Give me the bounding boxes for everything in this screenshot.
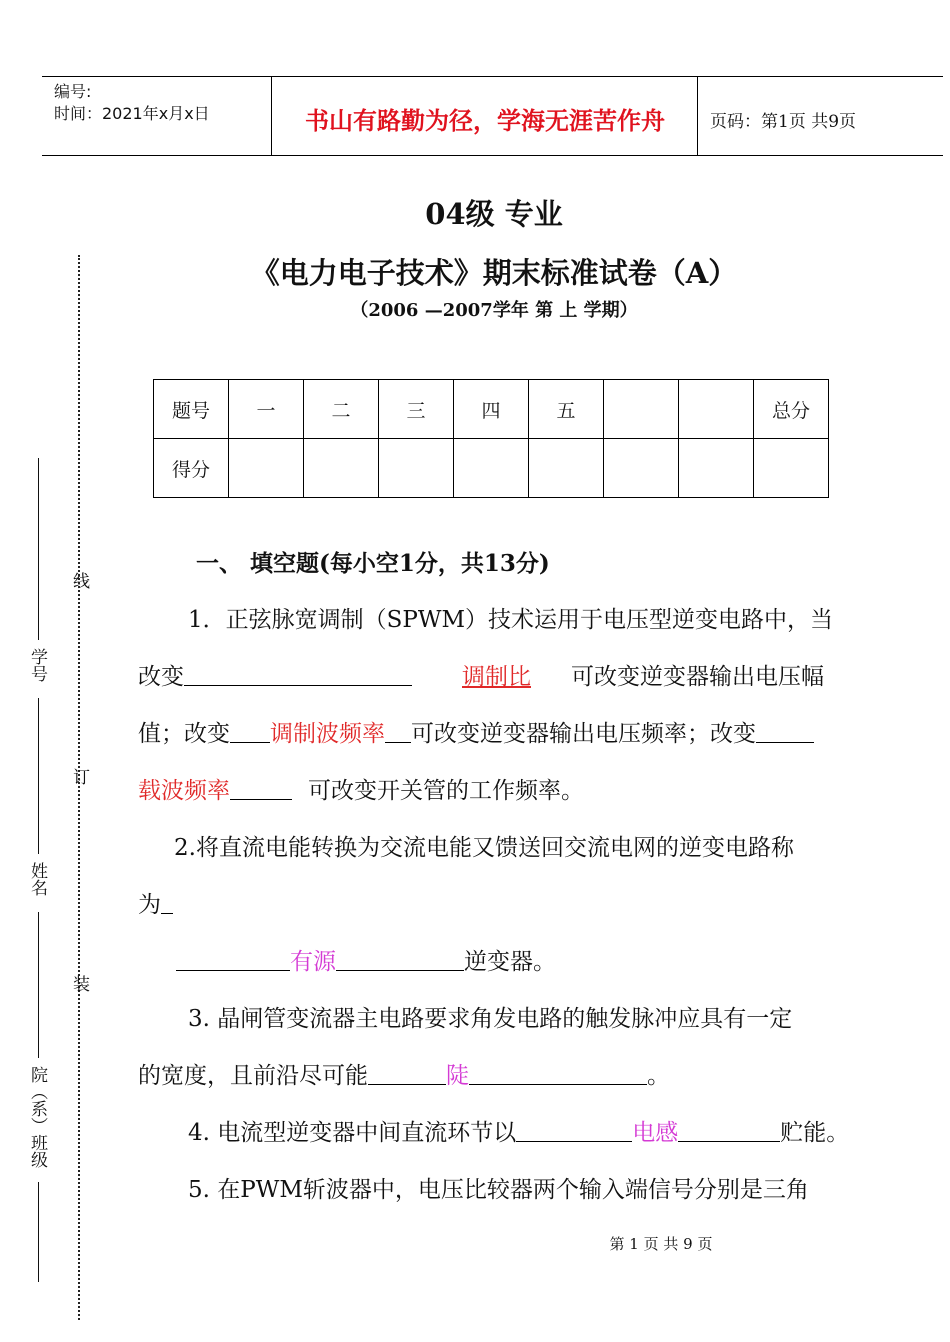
score-cell: 得分 [154,439,229,498]
score-cell: 二 [304,380,379,439]
q1-text: 可改变开关管的工作频率。 [308,778,584,804]
class-label: 院（系）班级 [27,1066,47,1168]
score-cell [529,439,604,498]
page-footer: 第 1 页 共 9 页 [609,1235,713,1253]
header-divider [697,77,698,155]
exam-grade-title: 04级 专业 [425,197,563,231]
header-page-info: 页码：第1页 共9页 [710,112,857,132]
score-table-header-row [154,380,829,439]
q3-line2 [138,1057,670,1090]
q4-answer: 电感 [632,1120,679,1146]
student-no-label: 学号 [27,648,47,682]
answer-blank [385,720,411,743]
q1-line2 [138,658,824,691]
score-cell [304,439,379,498]
answer-blank [230,777,292,800]
serial-label: 编号: [54,82,92,101]
score-cell [679,439,754,498]
name-label: 姓名 [27,862,47,896]
score-cell: 五 [529,380,604,439]
q4-text: 4. 电流型逆变器中间直流环节以 [188,1120,517,1146]
score-cell [604,380,679,439]
score-cell: 题号 [154,380,229,439]
score-cell [229,439,304,498]
q1-text: 可改变逆变器输出电压频率；改变 [411,721,756,747]
score-cell [454,439,529,498]
q3-text: 的宽度，且前沿尽可能 [138,1063,368,1089]
exam-title: 《电力电子技术》期末标准试卷（A） [250,256,738,290]
answer-blank [336,948,464,971]
q2-line2 [138,886,173,919]
binding-dotted-line [78,255,80,1320]
q1-answer-3: 载波频率 [138,778,230,804]
exam-term: （2006 —2007学年 第 上 学期） [350,300,638,321]
document-header [42,76,943,156]
q1-line4 [138,772,584,805]
class-rule [38,912,39,1058]
score-cell [679,380,754,439]
answer-blank [176,948,290,971]
q4-text: 贮能。 [780,1120,850,1146]
answer-blank [756,720,814,743]
score-cell: 三 [379,380,454,439]
header-meta [54,81,210,125]
answer-blank [368,1062,446,1085]
binding-char-ding: 订 [69,768,89,785]
score-cell: 四 [454,380,529,439]
answer-blank [184,663,412,686]
score-cell: 一 [229,380,304,439]
section-heading: 一、 填空题(每小空1分，共13分) [196,550,550,577]
student-no-rule [38,458,39,640]
q2-answer: 有源 [290,949,336,975]
q2-line1: 2.将直流电能转换为交流电能又馈送回交流电网的逆变电路称 [174,835,794,861]
q2-text: 逆变器。 [464,949,556,975]
answer-blank [469,1062,647,1085]
score-cell [754,439,829,498]
score-cell [379,439,454,498]
score-cell: 总分 [754,380,829,439]
q1-text: 值；改变 [138,721,230,747]
q3-text: 。 [647,1063,670,1089]
score-table [153,379,829,498]
binding-char-zhuang: 装 [69,975,89,992]
q2-text: 为 [138,892,161,918]
binding-char-xian: 线 [69,572,89,589]
score-table-score-row [154,439,829,498]
q1-line1: 1．正弦脉宽调制（SPWM）技术运用于电压型逆变电路中，当 [188,607,834,633]
header-motto: 书山有路勤为径，学海无涯苦作舟 [305,106,665,135]
score-cell [604,439,679,498]
dept-rule [38,1182,39,1282]
answer-blank [161,891,173,914]
name-rule [38,698,39,854]
q1-answer-2: 调制波频率 [270,721,385,747]
q3-answer: 陡 [446,1063,469,1089]
q1-text: 可改变逆变器输出电压幅 [571,664,824,690]
answer-blank [678,1119,780,1142]
q4-line1 [188,1114,849,1147]
q1-line3 [138,715,814,748]
q2-line3 [176,943,556,976]
answer-blank [230,720,270,743]
answer-blank [516,1119,632,1142]
q1-text: 改变 [138,664,184,690]
q5-line1: 5. 在PWM斩波器中，电压比较器两个输入端信号分别是三角 [188,1177,809,1203]
q3-line1: 3. 晶闸管变流器主电路要求角发电路的触发脉冲应具有一定 [188,1006,793,1032]
q1-answer-1: 调制比 [462,664,531,690]
date-label: 时间：2021年x月x日 [54,104,210,123]
